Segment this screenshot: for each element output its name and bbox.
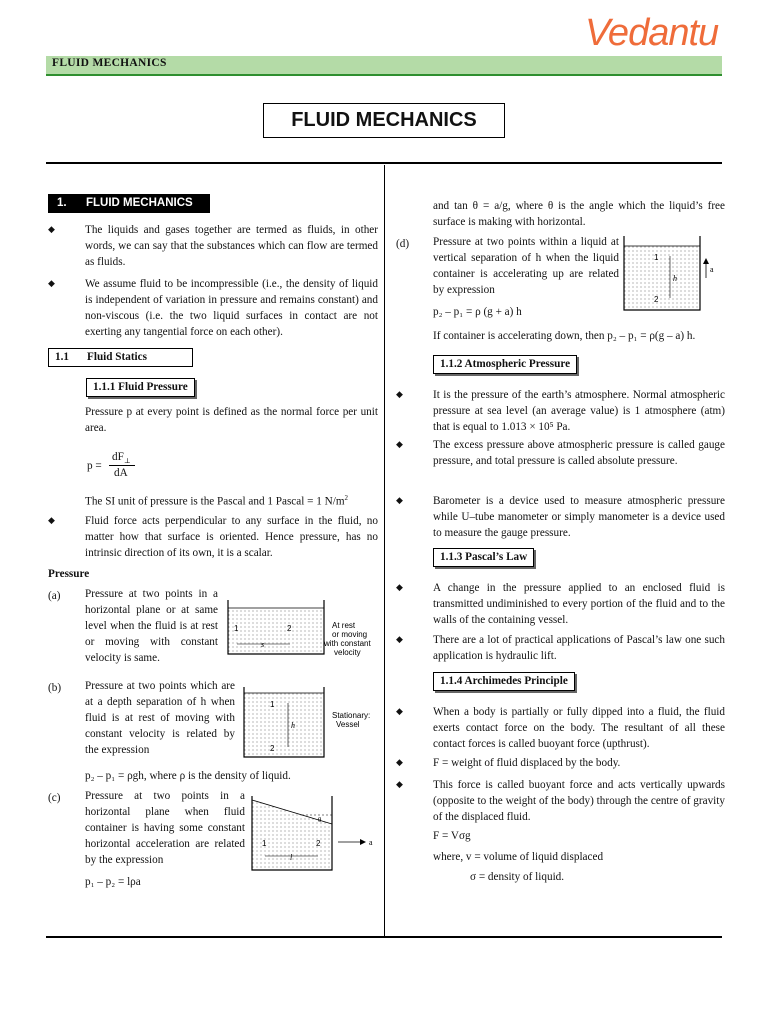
formula: p₂ – p₁ = ρ (g + a) h: [433, 306, 522, 318]
strip-title: FLUID MECHANICS: [52, 57, 167, 69]
paragraph: F = weight of fluid displaced by the body.: [433, 757, 621, 769]
svg-text:At rest: At rest: [332, 621, 356, 630]
svg-text:1: 1: [234, 624, 239, 633]
bullet-icon: ◆: [396, 706, 403, 716]
bullet-icon: ◆: [396, 439, 403, 449]
bullet-icon: ◆: [396, 389, 403, 399]
svg-text:Vessel: Vessel: [336, 720, 360, 729]
formula: p₂ – p₁ = ρgh, where ρ is the density of liquid.: [85, 770, 291, 782]
paragraph: The excess pressure above atmospheric pressure is called gauge pressure, and total pressure is called absolute pressure.: [433, 439, 725, 467]
figure-d: [620, 234, 720, 316]
bullet-icon: ◆: [48, 224, 55, 234]
svg-text:2: 2: [316, 839, 321, 848]
pressure-heading: Pressure: [48, 568, 90, 580]
bullet-icon: ◆: [48, 278, 55, 288]
page-title: FLUID MECHANICS: [263, 103, 505, 138]
column-divider: [384, 165, 385, 937]
section-title: FLUID MECHANICS: [86, 197, 193, 209]
paragraph: There are a lot of practical applications of Pascal’s law one such application is hydraulic lift.: [433, 634, 725, 662]
svg-text:with constant: with constant: [324, 639, 371, 648]
paragraph: Fluid force acts perpendicular to any surface in the fluid, no matter how that surface is oriented. Hence pressure, has no intrinsic direction of its own, it is a scalar.: [85, 515, 378, 559]
figure-b: [240, 685, 380, 765]
svg-text:l: l: [290, 853, 293, 862]
vedantu-logo: Vedantu: [585, 12, 719, 54]
item-label: (a): [48, 590, 61, 602]
bullet-icon: ◆: [48, 515, 55, 525]
svg-text:h: h: [673, 274, 677, 283]
paragraph: and tan θ = a/g, where θ is the angle which the liquid’s free surface is making with horizontal.: [433, 200, 725, 228]
subsection-heading: [48, 348, 193, 367]
bullet-icon: ◆: [396, 495, 403, 505]
paragraph: We assume fluid to be incompressible (i.e., the density of liquid is independent of variation in pressure and remains constant) and non-viscous (i.e. the two liquid surfaces in contact are not exerting any tangential force on each other).: [85, 278, 378, 338]
item-label: (b): [48, 682, 62, 694]
svg-text:1: 1: [262, 839, 267, 848]
paragraph: A change in the pressure applied to an enclosed fluid is transmitted undiminished to every portion of the fluid and to the walls of the containing vessel.: [433, 582, 725, 626]
svg-text:1: 1: [270, 700, 275, 709]
paragraph: Pressure at two points which are at a depth separation of h when fluid is at rest of moving with constant velocity is related by the expression: [85, 680, 235, 756]
paragraph: This force is called buoyant force and acts vertically upwards (opposite to the weight of the body) through the centre of gravity of the displaced fluid.: [433, 779, 725, 823]
figure-a: [224, 598, 382, 662]
subsection-number: 1.1: [55, 351, 69, 363]
paragraph: The SI unit of pressure is the Pascal and 1 Pascal = 1 $N/m^2$: [85, 494, 349, 508]
paragraph: Barometer is a device used to measure atmospheric pressure while U–tube manometer or simply manometer is a device used to measure the gauge pressure.: [433, 495, 725, 539]
svg-text:or moving: or moving: [332, 630, 368, 639]
svg-text:Stationary:: Stationary:: [332, 711, 371, 720]
subsubsection-heading: 1.1.4 Archimedes Principle: [433, 672, 575, 691]
paragraph: where, v = volume of liquid displaced: [433, 851, 604, 863]
subsubsection-heading: 1.1.1 Fluid Pressure: [86, 378, 195, 397]
subsubsection-heading: 1.1.2 Atmospheric Pressure: [433, 355, 577, 374]
formula: F = Vσg: [433, 830, 471, 842]
svg-text:2: 2: [654, 295, 659, 304]
section-number: 1.: [57, 197, 67, 209]
svg-text:s: s: [261, 640, 265, 649]
svg-text:2: 2: [287, 624, 292, 633]
svg-text:velocity: velocity: [334, 648, 361, 657]
formula: p₁ – p₂ = lρa: [85, 876, 141, 888]
bullet-icon: ◆: [396, 779, 403, 789]
bullet-icon: ◆: [396, 634, 403, 644]
paragraph: σ = density of liquid.: [470, 871, 565, 883]
paragraph: If container is accelerating down, then p₂ – p₁ = ρ(g – a) h.: [433, 330, 696, 342]
paragraph: Pressure at two points in a horizontal plane when fluid container is having some constant horizontal acceleration are related by the expression: [85, 790, 245, 866]
svg-text:a: a: [710, 265, 714, 274]
paragraph: When a body is partially or fully dipped into a fluid, the fluid exerts contact force on the body. The resultant of all these contact forces is called buoyant force (upthrust).: [433, 706, 725, 750]
header-strip: [46, 56, 722, 76]
item-label: (c): [48, 792, 61, 804]
bottom-rule: [46, 936, 722, 938]
subsubsection-heading: 1.1.3 Pascal’s Law: [433, 548, 534, 567]
svg-text:θ: θ: [318, 816, 322, 824]
subsection-title: Fluid Statics: [87, 351, 147, 363]
svg-text:2: 2: [270, 744, 275, 753]
paragraph: It is the pressure of the earth’s atmosphere. Normal atmospheric pressure at sea level (an average value) is 1 atmosphere (atm) that is equal to 1.013 × 10⁵ Pa.: [433, 389, 725, 433]
section-heading: [48, 194, 210, 213]
paragraph: Pressure p at every point is defined as the normal force per unit area.: [85, 406, 378, 434]
top-rule: [46, 162, 722, 164]
svg-text:h: h: [291, 721, 295, 730]
item-label: (d): [396, 238, 410, 250]
paragraph: The liquids and gases together are termed as fluids, in other words, we can say that the substances which can flow are termed as fluids.: [85, 224, 378, 268]
bullet-icon: ◆: [396, 757, 403, 767]
figure-c: [248, 794, 380, 876]
svg-text:1: 1: [654, 253, 659, 262]
bullet-icon: ◆: [396, 582, 403, 592]
paragraph: Pressure at two points within a liquid at vertical separation of h when the liquid container is accelerating up are related by expression: [433, 236, 619, 296]
paragraph: Pressure at two points in a horizontal plane or at same level when the fluid is at rest or moving with constant velocity is same.: [85, 588, 218, 664]
svg-text:a: a: [369, 838, 373, 847]
